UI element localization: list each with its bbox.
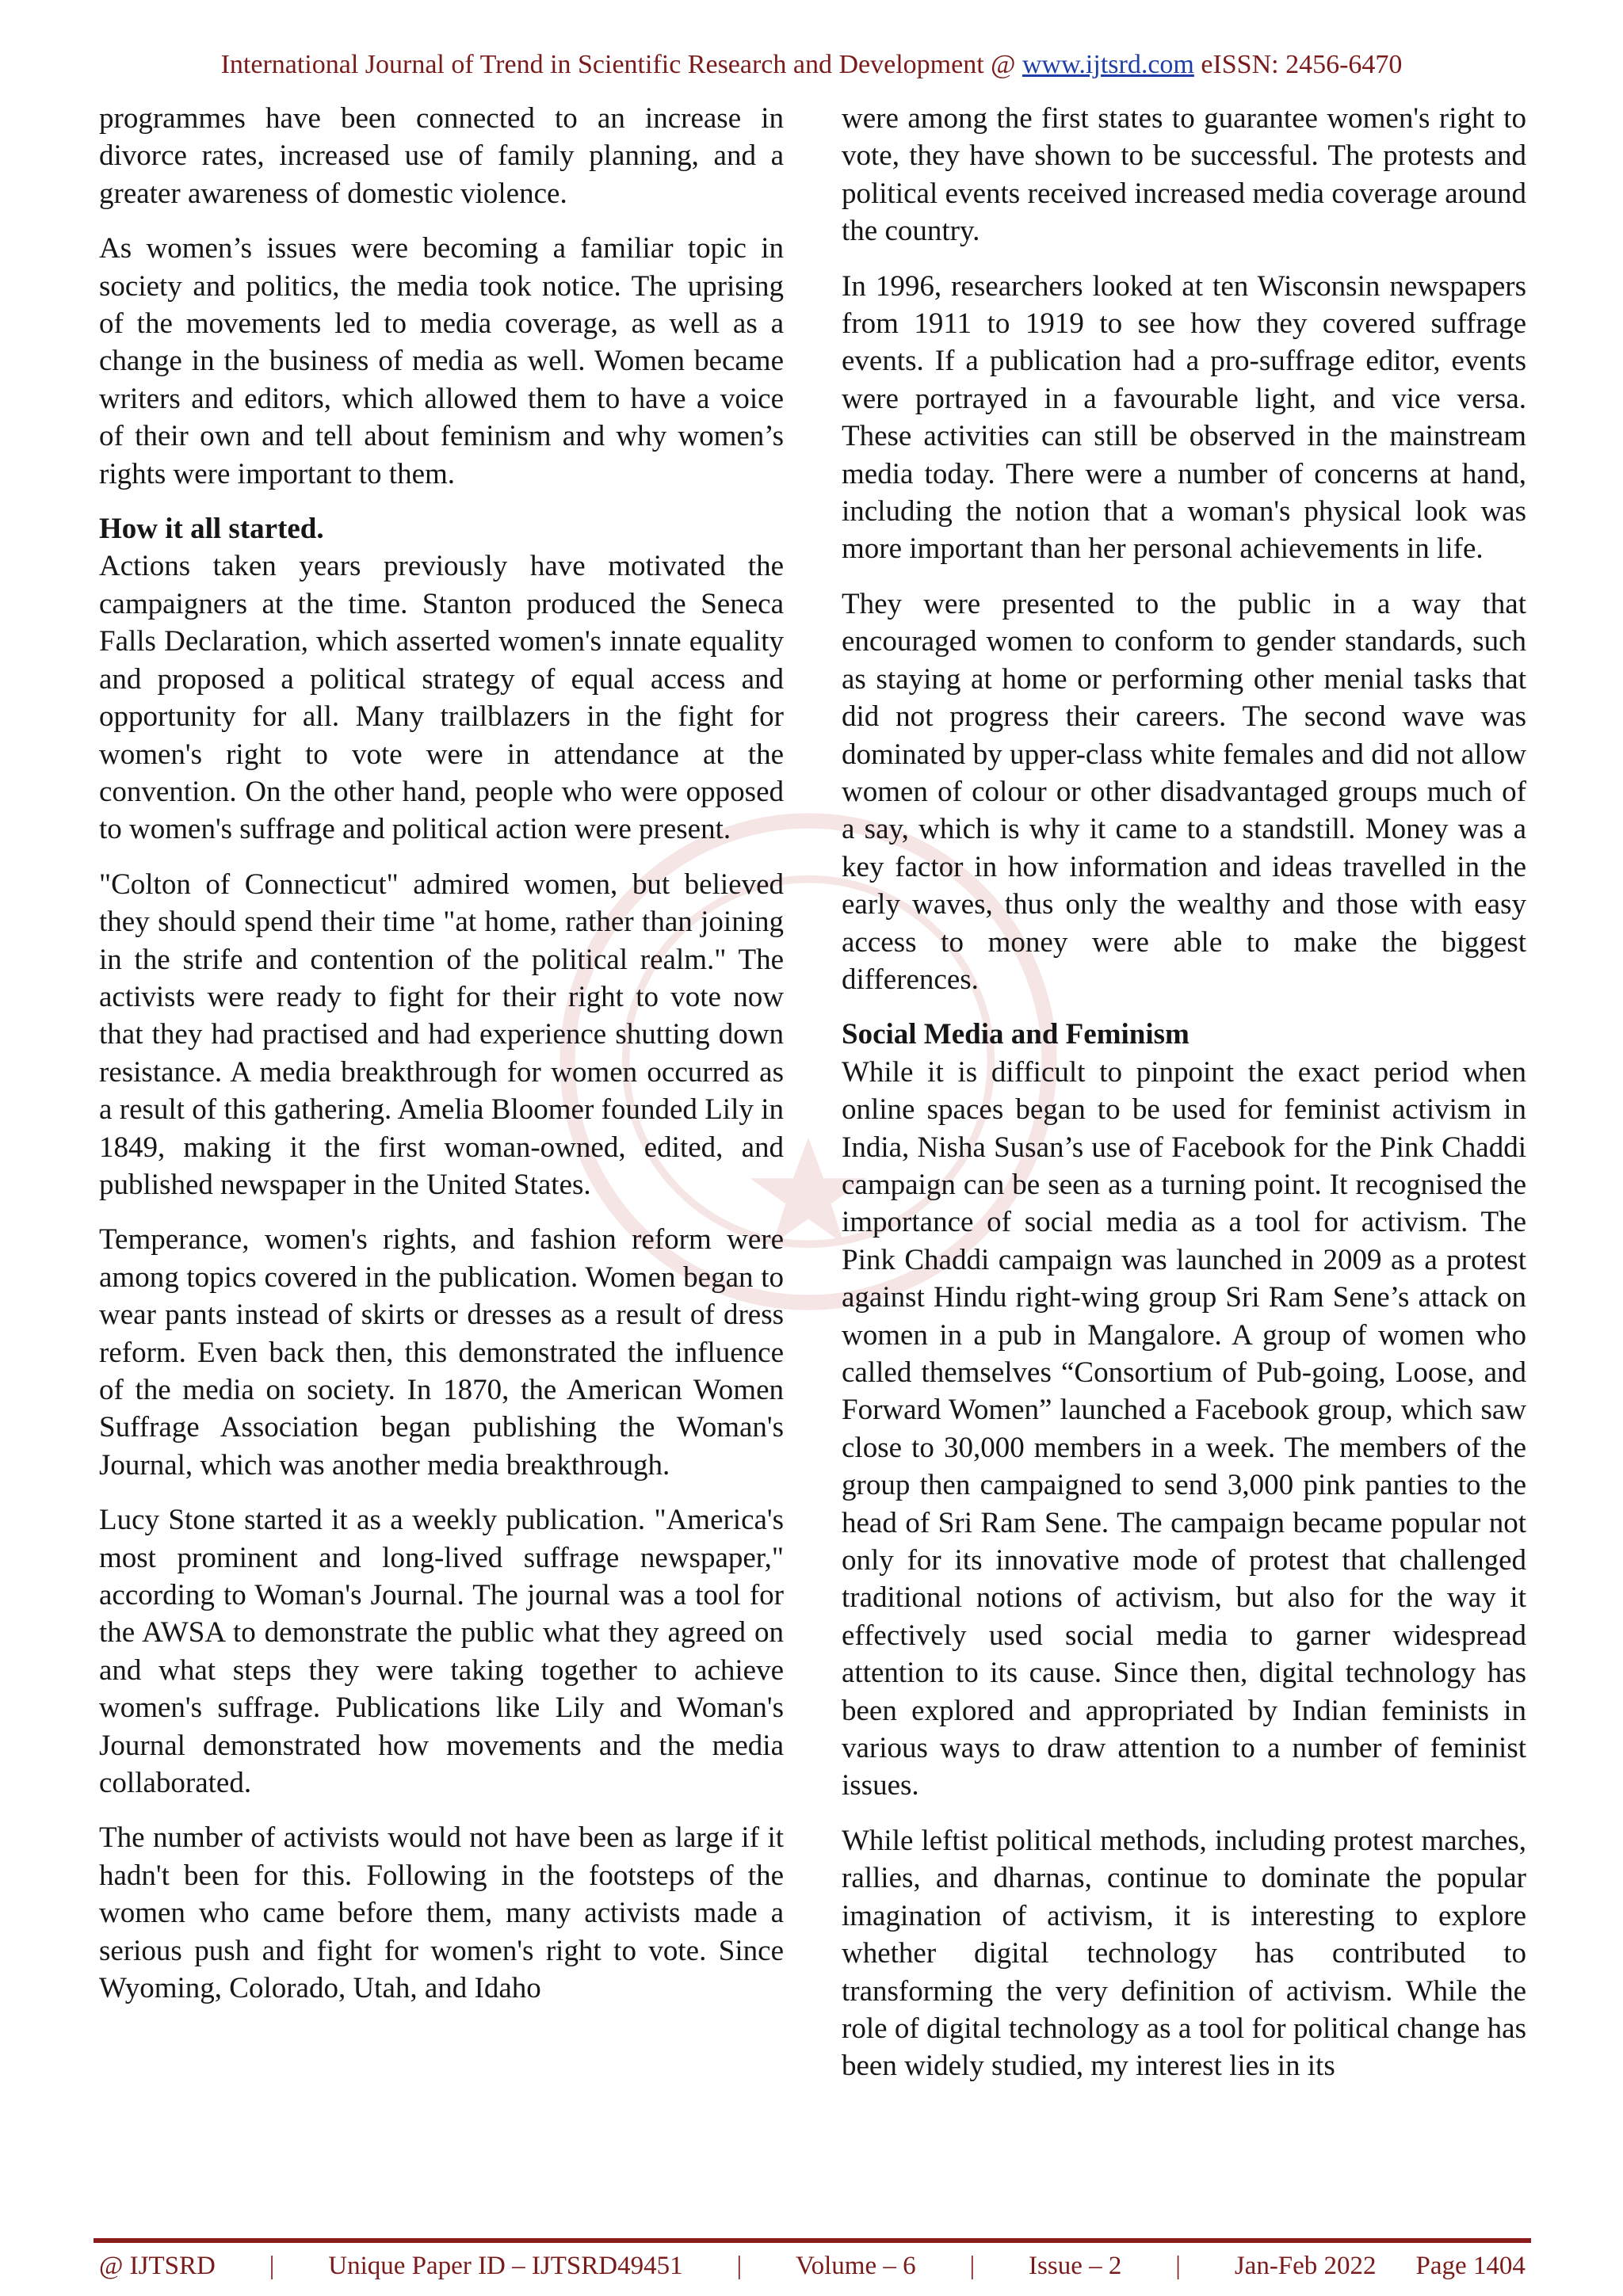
- journal-header: [0, 49, 1623, 81]
- left-paragraph-5: Temperance, women's rights, and fashion reform were among topics covered in the publication. Women began to wear pants instead of skirts or dresses as a result of dress reform. Even back then, this demonstrated the influence of the media on society. In 1870, the American Women Suffrage Association began publishing the Woman's Journal, which was another media breakthrough.: [99, 1223, 784, 1482]
- section-heading-how-it-all-started: How it all started.: [99, 513, 324, 546]
- footer-separator: |: [1175, 2252, 1181, 2280]
- footer-separator: |: [969, 2252, 976, 2280]
- left-paragraph-6: Lucy Stone started it as a weekly publication. "America's most prominent and long-lived suffrage newspaper," according to Woman's Journal. The journal was a tool for the AWSA to demonstrate the public what they agreed on and what steps they were taking together to achieve women's suffrage. Publications like Lily and Woman's Journal demonstrated how movements and the media collaborated.: [99, 1504, 784, 1800]
- left-paragraph-2: As women’s issues were becoming a familiar topic in society and politics, the media took notice. The uprising of the movements led to media coverage, as well as a change in the business of media as well. Women became writers and editors, which allowed them to have a voice of their own and tell about feminism and why women’s rights were important to them.: [99, 232, 784, 490]
- left-paragraph-7: The number of activists would not have been as large if it hadn't been for this. Following in the footsteps of the women who came before them, many activists made a serious push and fight for women's right to vote. Since Wyoming, Colorado, Utah, and Idaho: [99, 1821, 784, 2005]
- journal-website-link[interactable]: www.ijtsrd.com: [1022, 50, 1194, 79]
- footer-volume: Volume – 6: [796, 2252, 916, 2280]
- right-paragraph-1: were among the first states to guarantee women's right to vote, they have shown to be successful. The protests and political events received increased media coverage around the country.: [842, 102, 1526, 248]
- footer-paper-id: Unique Paper ID – IJTSRD49451: [328, 2252, 683, 2280]
- page-footer: [99, 2250, 1526, 2282]
- footer-issue: Issue – 2: [1029, 2252, 1122, 2280]
- section-heading-social-media: Social Media and Feminism: [842, 1018, 1190, 1051]
- footer-separator: |: [736, 2252, 743, 2280]
- left-paragraph-3: Actions taken years previously have motivated the campaigners at the time. Stanton produced the Seneca Falls Declaration, which asserted women's innate equality and proposed a political strategy of equal access and opportunity for all. Many trailblazers in the fight for women's right to vote were in attendance at the convention. On the other hand, people who were opposed to women's suffrage and political action were present.: [99, 550, 784, 846]
- footer-page-number: Page 1404: [1415, 2252, 1526, 2280]
- journal-issn: eISSN: 2456-6470: [1201, 50, 1403, 79]
- journal-name: International Journal of Trend in Scientific Research and Development @: [220, 50, 1016, 79]
- footer-separator: |: [269, 2252, 275, 2280]
- footer-divider: [94, 2238, 1531, 2243]
- right-paragraph-2: In 1996, researchers looked at ten Wisconsin newspapers from 1911 to 1919 to see how they covered suffrage events. If a publication had a pro-suffrage editor, events were portrayed in a favourable light, and vice versa. These activities can still be observed in the mainstream media today. There were a number of concerns at hand, including the notion that a woman's physical look was more important than her personal achievements in life.: [842, 269, 1526, 566]
- footer-publisher: @ IJTSRD: [99, 2252, 216, 2280]
- right-paragraph-4: While it is difficult to pinpoint the exact period when online spaces began to be used for feminist activism in India, Nisha Susan’s use of Facebook for the Pink Chaddi campaign can be seen as a turning point. It recognised the importance of social media as a tool for activism. The Pink Chaddi campaign was launched in 2009 as a protest against Hindu right-wing group Sri Ram Sene’s attack on women in a pub in Mangalore. A group of women who called themselves “Consortium of Pub-going, Loose, and Forward Women” launched a Facebook group, which saw close to 30,000 members in a week. The members of the group then campaigned to send 3,000 pink panties to the head of Sri Ram Sene. The campaign became popular not only for its innovative mode of protest that challenged traditional notions of activism, but also for the way it effectively used social media to garner widespread attention to its cause. Since then, digital technology has been explored and appropriated by Indian feminists in various ways to draw attention to a number of feminist issues.: [842, 1055, 1526, 1802]
- right-column: [842, 100, 1526, 2103]
- right-paragraph-5: While leftist political methods, including protest marches, rallies, and dharnas, continue to dominate the popular imagination of activism, it is interesting to explore whether digital technology has contributed to transforming the very definition of activism. While the role of digital technology as a tool for political change has been widely studied, my interest lies in its: [842, 1824, 1526, 2083]
- right-paragraph-3: They were presented to the public in a way that encouraged women to conform to gender standards, such as staying at home or performing other menial tasks that did not progress their careers. The second wave was dominated by upper-class white females and did not allow women of colour or other disadvantaged groups much of a say, which is why it came to a standstill. Money was a key factor in how information and ideas travelled in the early waves, thus only the wealthy and those with easy access to money were able to make the biggest differences.: [842, 587, 1526, 996]
- footer-date: Jan-Feb 2022: [1234, 2252, 1377, 2280]
- left-paragraph-4: "Colton of Connecticut" admired women, but believed they should spend their time "at home, rather than joining in the strife and contention of the political realm." The activists were ready to fight for their right to vote now that they had practised and had experience shutting down resistance. A media breakthrough for women occurred as a result of this gathering. Amelia Bloomer founded Lily in 1849, making it the first woman-owned, edited, and published newspaper in the United States.: [99, 868, 784, 1201]
- left-column: [99, 100, 784, 2025]
- left-paragraph-1: programmes have been connected to an increase in divorce rates, increased use of family planning, and a greater awareness of domestic violence.: [99, 102, 784, 210]
